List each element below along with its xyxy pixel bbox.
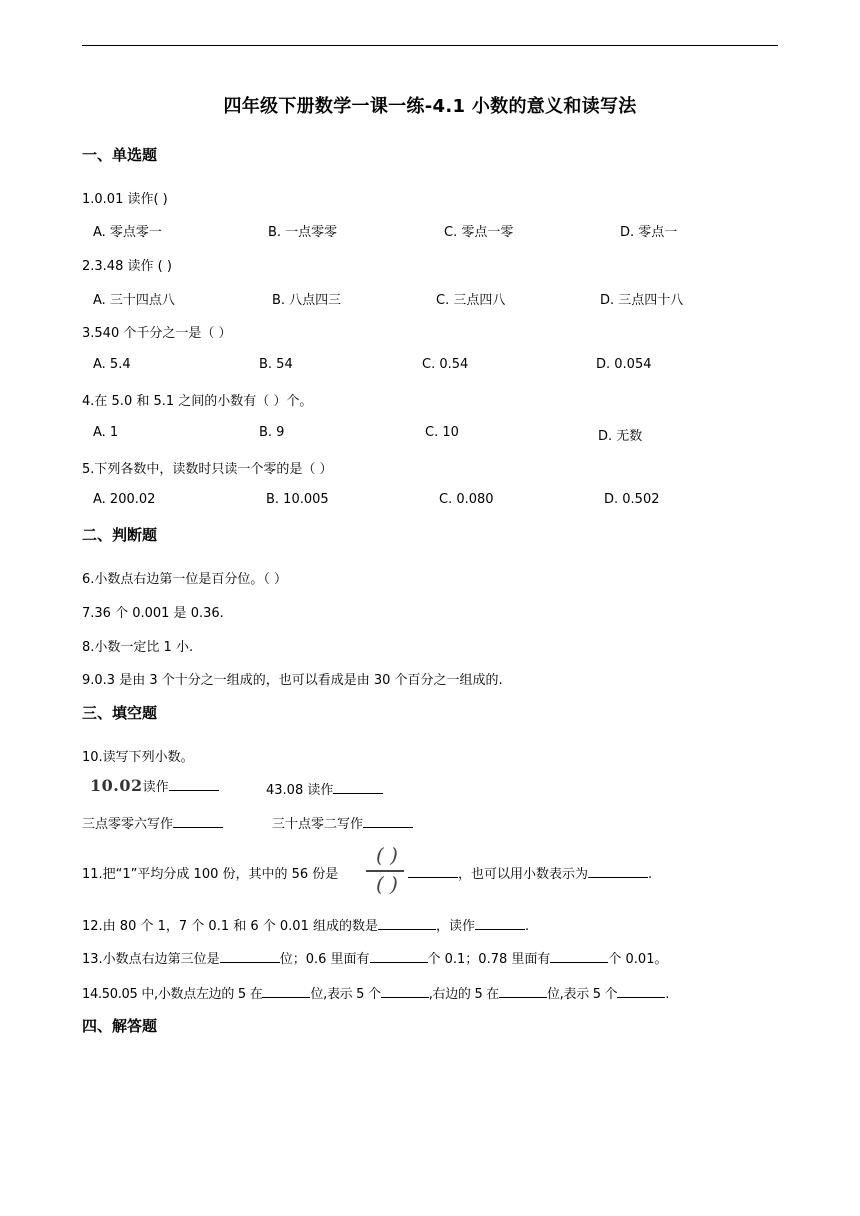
- q4-option-a: A. 1: [93, 425, 119, 440]
- question-8: 8.小数一定比 1 小.: [82, 640, 194, 655]
- question-3: 3.540 个千分之一是（ ）: [82, 326, 232, 341]
- fraction-numerator: ( ): [376, 843, 398, 867]
- question-4: 4.在 5.0 和 5.1 之间的小数有（ ）个。: [82, 394, 313, 409]
- q13-blank-1: [220, 950, 280, 963]
- q12-text-3: .: [525, 919, 530, 934]
- q11-blank-2: [588, 865, 648, 878]
- q3-option-c: C. 0.54: [422, 357, 469, 372]
- q2-option-b: B. 八点四三: [272, 293, 342, 308]
- q11-mid-text: ，也可以用小数表示为: [458, 867, 589, 882]
- section-heading-true-false: 二、判断题: [82, 526, 158, 544]
- q14-text-1: 14.50.05 中,小数点左边的 5 在: [82, 987, 263, 1002]
- q13-text-2: 位；0.6 里面有: [279, 952, 370, 967]
- q11-blank-1: [408, 865, 458, 878]
- q5-option-b: B. 10.005: [266, 492, 329, 507]
- q1-option-a: A. 零点零一: [93, 225, 162, 240]
- q3-option-d: D. 0.054: [596, 357, 652, 372]
- q10-number-image: 10.02: [90, 776, 143, 795]
- q4-option-d: D. 无数: [598, 429, 643, 444]
- question-11-part-2: [408, 863, 652, 882]
- question-1: 1.0.01 读作( ): [82, 192, 168, 207]
- q2-option-c: C. 三点四八: [436, 293, 506, 308]
- q11-end-text: .: [648, 867, 653, 882]
- section-heading-fill-blank: 三、填空题: [82, 704, 158, 722]
- q10-item-4: [272, 813, 413, 832]
- q10-blank-4: [363, 815, 413, 828]
- q10-item-2-label: 43.08 读作: [266, 783, 334, 798]
- q10-item-2: [266, 779, 383, 798]
- q2-option-d: D. 三点四十八: [600, 293, 684, 308]
- q10-read-label: 读作: [142, 780, 169, 795]
- q10-item-1: [90, 776, 219, 795]
- question-2: 2.3.48 读作 ( ): [82, 259, 172, 274]
- q3-option-b: B. 54: [259, 357, 293, 372]
- header-rule: [82, 45, 778, 46]
- q13-text-4: 个 0.01。: [608, 952, 668, 967]
- page-title: 四年级下册数学一课一练-4.1 小数的意义和读写法: [223, 96, 637, 117]
- q12-text-1: 12.由 80 个 1，7 个 0.1 和 6 个 0.01 组成的数是: [82, 919, 378, 934]
- q5-option-d: D. 0.502: [604, 492, 660, 507]
- q13-text-3: 个 0.1；0.78 里面有: [427, 952, 551, 967]
- section-heading-answer: 四、解答题: [82, 1017, 158, 1035]
- q1-option-d: D. 零点一: [620, 225, 678, 240]
- q14-text-2: 位,表示 5 个: [310, 987, 381, 1002]
- q1-option-c: C. 零点一零: [444, 225, 514, 240]
- q10-item-3: [82, 813, 223, 832]
- q10-blank-2: [333, 781, 383, 794]
- fraction-placeholder: [364, 843, 406, 895]
- q10-item-4-label: 三十点零二写作: [272, 817, 364, 832]
- question-14: [82, 983, 669, 1002]
- q3-option-a: A. 5.4: [93, 357, 131, 372]
- question-10: 10.读写下列小数。: [82, 750, 194, 765]
- q10-blank-1: [169, 778, 219, 791]
- section-heading-single-choice: 一、单选题: [82, 146, 158, 164]
- q13-text-1: 13.小数点右边第三位是: [82, 952, 220, 967]
- q14-blank-1: [262, 985, 310, 998]
- q2-option-a: A. 三十四点八: [93, 293, 175, 308]
- question-12: [82, 915, 529, 934]
- q12-blank-1: [378, 917, 436, 930]
- q14-text-3: ,右边的 5 在: [428, 987, 499, 1002]
- q14-text-4: 位,表示 5 个: [546, 987, 618, 1002]
- q12-text-2: ，读作: [435, 919, 475, 934]
- q12-blank-2: [475, 917, 525, 930]
- q14-blank-3: [499, 985, 547, 998]
- q14-blank-2: [381, 985, 429, 998]
- q1-option-b: B. 一点零零: [268, 225, 338, 240]
- question-7: 7.36 个 0.001 是 0.36.: [82, 606, 224, 621]
- q13-blank-2: [370, 950, 428, 963]
- fraction-denominator: ( ): [376, 872, 398, 896]
- q13-blank-3: [550, 950, 608, 963]
- q10-item-3-label: 三点零零六写作: [82, 817, 174, 832]
- question-13: [82, 948, 667, 967]
- q5-option-a: A. 200.02: [93, 492, 156, 507]
- question-5: 5.下列各数中，读数时只读一个零的是（ ）: [82, 462, 333, 477]
- q4-option-b: B. 9: [259, 425, 285, 440]
- question-11-part-1: 11.把“1”平均分成 100 份，其中的 56 份是: [82, 867, 339, 882]
- q4-option-c: C. 10: [425, 425, 459, 440]
- question-6: 6.小数点右边第一位是百分位。（ ）: [82, 572, 288, 587]
- q10-blank-3: [173, 815, 223, 828]
- q5-option-c: C. 0.080: [439, 492, 494, 507]
- q14-blank-4: [617, 985, 665, 998]
- q14-text-5: .: [665, 987, 670, 1002]
- question-9: 9.0.3 是由 3 个十分之一组成的，也可以看成是由 30 个百分之一组成的.: [82, 673, 503, 688]
